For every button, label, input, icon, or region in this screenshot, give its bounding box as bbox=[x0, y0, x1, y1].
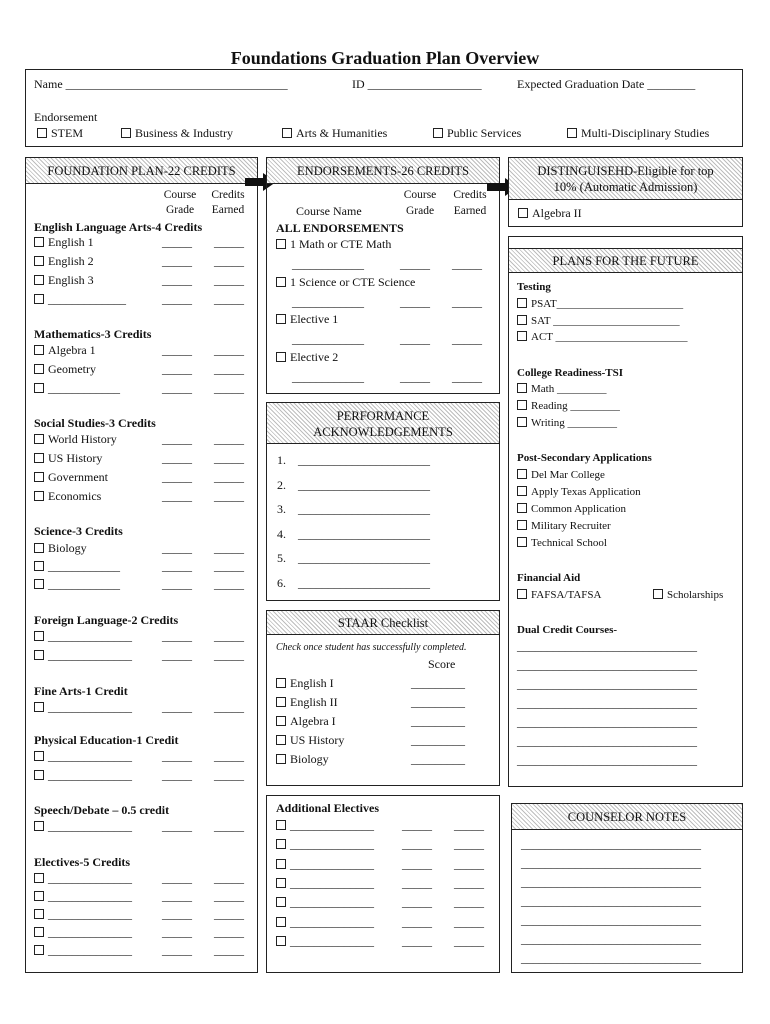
col-course: Course bbox=[163, 189, 197, 201]
endorsement-course-item[interactable]: Elective 2 bbox=[276, 350, 338, 365]
earned-blank[interactable]: _____ bbox=[214, 925, 244, 939]
el-item[interactable]: ______________ bbox=[34, 871, 132, 886]
ela-heading: English Language Arts-4 Credits bbox=[34, 220, 203, 234]
earned-blank[interactable]: _____ bbox=[454, 895, 484, 910]
checkbox[interactable] bbox=[517, 589, 527, 599]
grade-blank[interactable]: _____ bbox=[400, 295, 430, 309]
grade-blank[interactable]: _____ bbox=[162, 273, 192, 287]
earned-blank[interactable]: _____ bbox=[214, 489, 244, 503]
grade-blank[interactable]: _____ bbox=[162, 700, 192, 714]
counselor-note-line[interactable]: ______________________________ bbox=[521, 856, 701, 870]
checkbox[interactable] bbox=[517, 503, 527, 513]
checkbox[interactable] bbox=[517, 537, 527, 547]
grade-blank[interactable]: _____ bbox=[400, 257, 430, 271]
checkbox[interactable] bbox=[34, 909, 44, 919]
el-item[interactable]: ______________ bbox=[34, 907, 132, 922]
sci-item[interactable]: ____________ bbox=[34, 577, 120, 592]
earned-blank[interactable]: _____ bbox=[452, 257, 482, 271]
performance-number: 5. bbox=[277, 551, 286, 565]
score-blank[interactable]: _________ bbox=[411, 714, 465, 728]
col-grade: Grade bbox=[165, 204, 195, 216]
pe-heading: Physical Education-1 Credit bbox=[34, 733, 179, 747]
earned-blank[interactable]: _____ bbox=[214, 451, 244, 465]
counselor-note-line[interactable]: ______________________________ bbox=[521, 932, 701, 946]
grade-blank[interactable]: _____ bbox=[162, 629, 192, 643]
grade-blank[interactable]: _____ bbox=[162, 489, 192, 503]
grade-blank[interactable]: _____ bbox=[162, 749, 192, 763]
checkbox[interactable] bbox=[34, 561, 44, 571]
sci-heading: Science-3 Credits bbox=[34, 524, 123, 538]
application-item[interactable]: Common Application bbox=[517, 502, 626, 517]
staar-header: STAAR Checklist bbox=[266, 610, 500, 635]
grade-blank[interactable]: _____ bbox=[162, 889, 192, 903]
application-item[interactable]: Technical School bbox=[517, 536, 607, 551]
checkbox[interactable] bbox=[34, 650, 44, 660]
checkbox[interactable] bbox=[34, 543, 44, 553]
checkbox[interactable] bbox=[276, 314, 286, 324]
el-item[interactable]: ______________ bbox=[34, 925, 132, 940]
checkbox[interactable] bbox=[517, 486, 527, 496]
checkbox[interactable] bbox=[276, 352, 286, 362]
earned-blank[interactable]: _____ bbox=[214, 362, 244, 376]
tsi-item[interactable]: Reading _________ bbox=[517, 399, 620, 414]
ss-item[interactable]: US History bbox=[34, 451, 102, 466]
distinguished-algebra2[interactable]: Algebra II bbox=[518, 206, 582, 221]
grade-blank[interactable]: _____ bbox=[402, 818, 432, 832]
math-item[interactable]: ____________ bbox=[34, 381, 120, 396]
checkbox[interactable] bbox=[34, 491, 44, 501]
grade-blank[interactable]: _____ bbox=[162, 254, 192, 268]
grade-blank[interactable]: _____ bbox=[162, 541, 192, 555]
checkbox[interactable] bbox=[276, 754, 286, 764]
earned-blank[interactable]: _____ bbox=[214, 292, 244, 306]
earned-blank[interactable]: _____ bbox=[214, 273, 244, 287]
checkbox[interactable] bbox=[34, 873, 44, 883]
earned-blank[interactable]: _____ bbox=[214, 254, 244, 268]
score-blank[interactable]: _________ bbox=[411, 695, 465, 709]
additional-elective-row[interactable]: ______________ bbox=[276, 934, 374, 949]
checkbox[interactable] bbox=[34, 383, 44, 393]
checkbox[interactable] bbox=[34, 579, 44, 589]
score-blank[interactable]: _________ bbox=[411, 752, 465, 766]
fl-item[interactable]: ______________ bbox=[34, 648, 132, 663]
fa-heading: Fine Arts-1 Credit bbox=[34, 684, 128, 698]
checkbox[interactable] bbox=[276, 839, 286, 849]
checkbox[interactable] bbox=[34, 434, 44, 444]
performance-number: 6. bbox=[277, 575, 286, 590]
endorsement-label: Endorsement bbox=[34, 110, 98, 124]
earned-blank[interactable]: _____ bbox=[454, 856, 484, 871]
col-grade: Grade bbox=[405, 205, 435, 217]
performance-number: 4. bbox=[277, 526, 286, 541]
checkbox[interactable] bbox=[276, 917, 286, 927]
staar-score-label: Score bbox=[428, 657, 456, 671]
checkbox[interactable] bbox=[121, 128, 131, 138]
performance-blank[interactable]: ______________________ bbox=[298, 526, 430, 541]
staar-item[interactable]: Biology bbox=[276, 752, 329, 767]
endorsement-multi[interactable]: Multi-Disciplinary Studies bbox=[567, 126, 709, 141]
test-item[interactable]: PSAT_______________________ bbox=[517, 297, 683, 312]
grade-blank[interactable]: _____ bbox=[162, 343, 192, 357]
checkbox[interactable] bbox=[276, 277, 286, 287]
additional-elective-row[interactable]: ______________ bbox=[276, 895, 374, 910]
col-earned: Earned bbox=[211, 204, 245, 216]
checkbox[interactable] bbox=[34, 453, 44, 463]
grade-blank[interactable]: _____ bbox=[162, 559, 192, 573]
tsi-item[interactable]: Writing _________ bbox=[517, 416, 617, 431]
dual-credit-blank[interactable]: ______________________________ bbox=[517, 696, 697, 710]
checkbox[interactable] bbox=[276, 936, 286, 946]
counselor-note-line[interactable]: ______________________________ bbox=[521, 875, 701, 889]
el-item[interactable]: ______________ bbox=[34, 943, 132, 958]
earned-blank[interactable]: _____ bbox=[452, 370, 482, 384]
performance-header: PERFORMANCE ACKNOWLEDGEMENTS bbox=[266, 402, 500, 444]
checkbox[interactable] bbox=[276, 716, 286, 726]
grade-blank[interactable]: _____ bbox=[162, 871, 192, 885]
earned-blank[interactable]: _____ bbox=[214, 700, 244, 714]
earned-blank[interactable]: _____ bbox=[454, 818, 484, 832]
endorsements-header: ENDORSEMENTS-26 CREDITS bbox=[266, 157, 500, 184]
checkbox[interactable] bbox=[518, 208, 528, 218]
checkbox[interactable] bbox=[276, 820, 286, 830]
sd-item[interactable]: ______________ bbox=[34, 819, 132, 834]
grade-blank[interactable]: _____ bbox=[400, 332, 430, 346]
ss-item[interactable]: World History bbox=[34, 432, 117, 447]
checkbox[interactable] bbox=[276, 239, 286, 249]
foundation-header: FOUNDATION PLAN-22 CREDITS bbox=[25, 157, 258, 184]
checkbox[interactable] bbox=[34, 945, 44, 955]
ss-item[interactable]: Economics bbox=[34, 489, 101, 504]
col-credits: Credits bbox=[211, 189, 245, 201]
name-field[interactable]: Name _____________________________________ bbox=[34, 77, 288, 91]
earned-blank[interactable]: _____ bbox=[214, 648, 244, 662]
grade-blank[interactable]: _____ bbox=[402, 895, 432, 910]
ss-item[interactable]: Government bbox=[34, 470, 108, 485]
performance-blank[interactable]: ______________________ bbox=[298, 477, 430, 492]
counselor-note-line[interactable]: ______________________________ bbox=[521, 894, 701, 908]
earned-blank[interactable]: _____ bbox=[214, 235, 244, 249]
earned-blank[interactable]: _____ bbox=[214, 943, 244, 957]
checkbox[interactable] bbox=[282, 128, 292, 138]
grade-blank[interactable]: _____ bbox=[162, 362, 192, 376]
endorsement-course-item[interactable]: Elective 1 bbox=[276, 312, 338, 327]
additional-elective-row[interactable]: ______________ bbox=[276, 857, 374, 872]
checkbox[interactable] bbox=[517, 520, 527, 530]
math-item[interactable]: Algebra 1 bbox=[34, 343, 96, 358]
performance-number: 2. bbox=[277, 477, 286, 492]
grade-blank[interactable]: _____ bbox=[402, 837, 432, 852]
checkbox[interactable] bbox=[34, 702, 44, 712]
checkbox[interactable] bbox=[34, 364, 44, 374]
checkbox[interactable] bbox=[34, 927, 44, 937]
grade-blank[interactable]: _____ bbox=[162, 432, 192, 446]
checkbox[interactable] bbox=[34, 256, 44, 266]
endorsement-public[interactable]: Public Services bbox=[433, 126, 521, 141]
dual-credit-blank[interactable]: ______________________________ bbox=[517, 734, 697, 748]
checkbox[interactable] bbox=[276, 859, 286, 869]
checkbox[interactable] bbox=[517, 417, 527, 427]
counselor-notes-header: COUNSELOR NOTES bbox=[511, 803, 743, 830]
earned-blank[interactable]: _____ bbox=[454, 914, 484, 929]
checkbox[interactable] bbox=[37, 128, 47, 138]
earned-blank[interactable]: _____ bbox=[214, 470, 244, 484]
all-endorsements-heading: ALL ENDORSEMENTS bbox=[276, 221, 404, 235]
endorsement-business[interactable]: Business & Industry bbox=[121, 126, 233, 141]
counselor-note-line[interactable]: ______________________________ bbox=[521, 913, 701, 927]
earned-blank[interactable]: _____ bbox=[452, 295, 482, 309]
earned-blank[interactable]: _____ bbox=[214, 381, 244, 395]
staar-note: Check once student has successfully completed. bbox=[276, 642, 467, 653]
staar-item[interactable]: Algebra I bbox=[276, 714, 336, 729]
application-item[interactable]: Military Recruiter bbox=[517, 519, 611, 534]
dual-credit-blank[interactable]: ______________________________ bbox=[517, 677, 697, 691]
endorsement-stem[interactable]: STEM bbox=[37, 126, 83, 141]
grade-blank[interactable]: _____ bbox=[162, 943, 192, 957]
application-item[interactable]: Apply Texas Application bbox=[517, 485, 641, 500]
grade-blank[interactable]: _____ bbox=[402, 875, 432, 890]
el-item[interactable]: ______________ bbox=[34, 889, 132, 904]
checkbox[interactable] bbox=[276, 697, 286, 707]
checkbox[interactable] bbox=[517, 298, 527, 308]
grade-blank[interactable]: _____ bbox=[402, 856, 432, 871]
earned-blank[interactable]: _____ bbox=[214, 749, 244, 763]
earned-blank[interactable]: _____ bbox=[454, 875, 484, 890]
test-item[interactable]: ACT ________________________ bbox=[517, 330, 688, 345]
earned-blank[interactable]: _____ bbox=[214, 889, 244, 903]
distinguished-header: DISTINGUISEHD-Eligible for top 10% (Automatic Admission) bbox=[508, 157, 743, 200]
grade-blank[interactable]: _____ bbox=[402, 933, 432, 948]
checkbox[interactable] bbox=[517, 383, 527, 393]
earned-blank[interactable]: _____ bbox=[214, 768, 244, 782]
test-item[interactable]: SAT _______________________ bbox=[517, 314, 680, 329]
fafsa-item[interactable]: FAFSA/TAFSA bbox=[517, 588, 601, 603]
grade-blank[interactable]: _____ bbox=[162, 907, 192, 921]
checkbox[interactable] bbox=[34, 294, 44, 304]
grade-blank[interactable]: _____ bbox=[162, 235, 192, 249]
ela-item[interactable]: _____________ bbox=[34, 292, 126, 307]
col-course-name: Course Name bbox=[296, 204, 362, 218]
application-item[interactable]: Del Mar College bbox=[517, 468, 605, 483]
earned-blank[interactable]: _____ bbox=[214, 577, 244, 591]
checkbox[interactable] bbox=[276, 897, 286, 907]
ss-heading: Social Studies-3 Credits bbox=[34, 416, 156, 430]
counselor-note-line[interactable]: ______________________________ bbox=[521, 951, 701, 965]
dual-credit-blank[interactable]: ______________________________ bbox=[517, 639, 697, 653]
checkbox[interactable] bbox=[34, 345, 44, 355]
checkbox[interactable] bbox=[34, 821, 44, 831]
performance-number: 3. bbox=[277, 502, 286, 516]
course-name-blank[interactable]: ____________ bbox=[292, 257, 364, 271]
score-blank[interactable]: _________ bbox=[411, 676, 465, 690]
earned-blank[interactable]: _____ bbox=[214, 432, 244, 446]
earned-blank[interactable]: _____ bbox=[454, 837, 484, 852]
grade-blank[interactable]: _____ bbox=[162, 648, 192, 662]
arrow-right-icon bbox=[245, 178, 265, 186]
grade-blank[interactable]: _____ bbox=[400, 370, 430, 384]
course-name-blank[interactable]: ____________ bbox=[292, 370, 364, 384]
performance-number: 1. bbox=[277, 453, 286, 467]
checkbox[interactable] bbox=[34, 891, 44, 901]
dual-credit-blank[interactable]: ______________________________ bbox=[517, 753, 697, 767]
checkbox[interactable] bbox=[34, 237, 44, 247]
performance-blank[interactable]: ______________________ bbox=[298, 453, 430, 467]
page-title: Foundations Graduation Plan Overview bbox=[230, 48, 540, 68]
fl-item[interactable]: ______________ bbox=[34, 629, 132, 644]
performance-blank[interactable]: ______________________ bbox=[298, 551, 430, 565]
checkbox[interactable] bbox=[34, 631, 44, 641]
checkbox[interactable] bbox=[276, 735, 286, 745]
checkbox[interactable] bbox=[276, 878, 286, 888]
fl-heading: Foreign Language-2 Credits bbox=[34, 613, 179, 627]
el-heading: Electives-5 Credits bbox=[34, 855, 131, 869]
dual-credit-blank[interactable]: ______________________________ bbox=[517, 715, 697, 729]
pe-item[interactable]: ______________ bbox=[34, 768, 132, 783]
id-field[interactable]: ID ___________________ bbox=[352, 77, 482, 91]
staar-item[interactable]: English I bbox=[276, 676, 334, 691]
checkbox[interactable] bbox=[34, 751, 44, 761]
sd-heading: Speech/Debate – 0.5 credit bbox=[34, 803, 170, 817]
financial-aid-heading: Financial Aid bbox=[517, 572, 581, 584]
earned-blank[interactable]: _____ bbox=[214, 819, 244, 833]
fa-item[interactable]: ______________ bbox=[34, 700, 132, 715]
earned-blank[interactable]: _____ bbox=[214, 871, 244, 885]
scholarships-item[interactable]: Scholarships bbox=[653, 588, 723, 603]
college-readiness-heading: College Readiness-TSI bbox=[517, 367, 624, 379]
checkbox[interactable] bbox=[517, 315, 527, 325]
earned-blank[interactable]: _____ bbox=[214, 907, 244, 921]
additional-elective-row[interactable]: ______________ bbox=[276, 915, 374, 930]
ela-item[interactable]: English 2 bbox=[34, 254, 94, 269]
col-credits: Credits bbox=[453, 189, 487, 201]
endorsement-arts[interactable]: Arts & Humanities bbox=[282, 126, 387, 141]
endorsement-course-item[interactable]: 1 Math or CTE Math bbox=[276, 237, 391, 252]
endorsement-course-item[interactable]: 1 Science or CTE Science bbox=[276, 275, 415, 290]
staar-item[interactable]: US History bbox=[276, 733, 344, 748]
additional-elective-row[interactable]: ______________ bbox=[276, 818, 374, 833]
earned-blank[interactable]: _____ bbox=[214, 559, 244, 573]
checkbox[interactable] bbox=[34, 275, 44, 285]
additional-electives-heading: Additional Electives bbox=[276, 801, 380, 815]
dual-credit-blank[interactable]: ______________________________ bbox=[517, 658, 697, 672]
staar-item[interactable]: English II bbox=[276, 695, 338, 710]
checkbox[interactable] bbox=[567, 128, 577, 138]
earned-blank[interactable]: _____ bbox=[452, 332, 482, 346]
counselor-note-line[interactable]: ______________________________ bbox=[521, 837, 701, 851]
future-plans-header: PLANS FOR THE FUTURE bbox=[508, 248, 743, 273]
sci-item[interactable]: ____________ bbox=[34, 559, 120, 574]
checkbox[interactable] bbox=[653, 589, 663, 599]
earned-blank[interactable]: _____ bbox=[214, 541, 244, 555]
course-name-blank[interactable]: ____________ bbox=[292, 295, 364, 309]
tsi-item[interactable]: Math _________ bbox=[517, 382, 606, 397]
earned-blank[interactable]: _____ bbox=[214, 343, 244, 357]
post-secondary-heading: Post-Secondary Applications bbox=[517, 452, 652, 464]
grade-blank[interactable]: _____ bbox=[162, 819, 192, 833]
grade-blank[interactable]: _____ bbox=[162, 470, 192, 484]
performance-blank[interactable]: ______________________ bbox=[298, 502, 430, 516]
ela-item[interactable]: English 1 bbox=[34, 235, 94, 250]
grade-blank[interactable]: _____ bbox=[402, 914, 432, 929]
testing-heading: Testing bbox=[517, 281, 551, 293]
grade-blank[interactable]: _____ bbox=[162, 292, 192, 306]
grade-blank[interactable]: _____ bbox=[162, 925, 192, 939]
ela-item[interactable]: English 3 bbox=[34, 273, 94, 288]
earned-blank[interactable]: _____ bbox=[454, 933, 484, 948]
checkbox[interactable] bbox=[433, 128, 443, 138]
grad-date-field[interactable]: Expected Graduation Date ________ bbox=[517, 77, 696, 91]
earned-blank[interactable]: _____ bbox=[214, 629, 244, 643]
checkbox[interactable] bbox=[517, 331, 527, 341]
col-earned: Earned bbox=[453, 205, 487, 217]
pe-item[interactable]: ______________ bbox=[34, 749, 132, 764]
additional-elective-row[interactable]: ______________ bbox=[276, 837, 374, 852]
col-course: Course bbox=[403, 189, 437, 201]
sci-item[interactable]: Biology bbox=[34, 541, 87, 556]
dual-credit-heading: Dual Credit Courses- bbox=[517, 624, 618, 636]
additional-elective-row[interactable]: ______________ bbox=[276, 876, 374, 891]
performance-blank[interactable]: ______________________ bbox=[298, 575, 430, 590]
checkbox[interactable] bbox=[34, 472, 44, 482]
grade-blank[interactable]: _____ bbox=[162, 768, 192, 782]
course-name-blank[interactable]: ____________ bbox=[292, 332, 364, 346]
checkbox[interactable] bbox=[34, 770, 44, 780]
grade-blank[interactable]: _____ bbox=[162, 381, 192, 395]
score-blank[interactable]: _________ bbox=[411, 733, 465, 747]
math-item[interactable]: Geometry bbox=[34, 362, 96, 377]
checkbox[interactable] bbox=[276, 678, 286, 688]
grade-blank[interactable]: _____ bbox=[162, 451, 192, 465]
grade-blank[interactable]: _____ bbox=[162, 577, 192, 591]
math-heading: Mathematics-3 Credits bbox=[34, 327, 152, 341]
checkbox[interactable] bbox=[517, 400, 527, 410]
checkbox[interactable] bbox=[517, 469, 527, 479]
